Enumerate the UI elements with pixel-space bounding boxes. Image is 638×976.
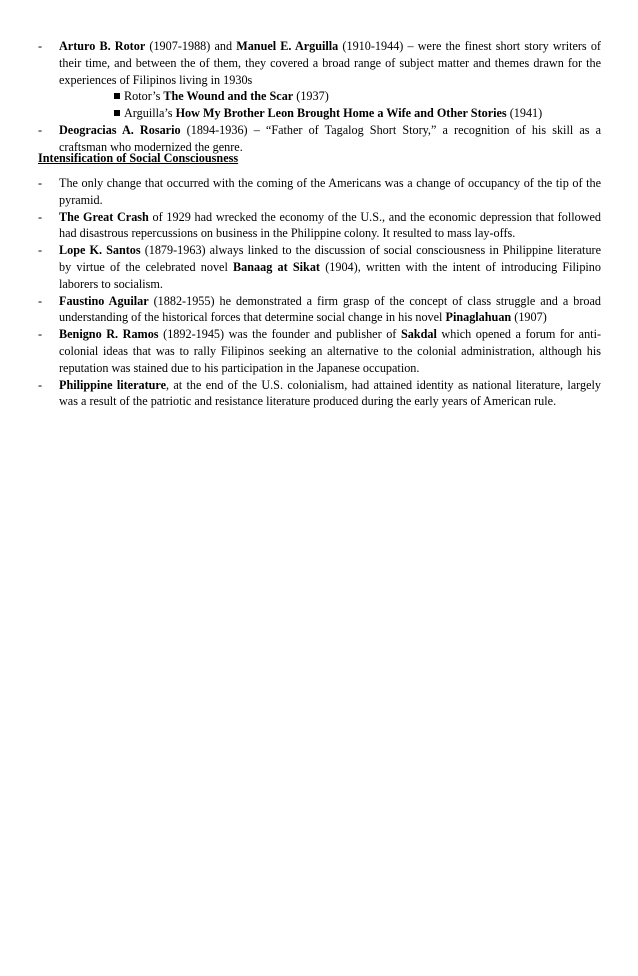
- item-text: (1894-1936) – “Father of Tagalog Short Story,” a recognition of his skill as a craftsman who modernized the genre.: [59, 122, 601, 154]
- list-dash: -: [38, 327, 43, 342]
- name-lope-santos: Lope K. Santos: [59, 243, 141, 258]
- list-item-pyramid: [38, 175, 601, 209]
- list-dash: -: [38, 243, 43, 258]
- item-text: (1892-1945) was the founder and publisher of: [158, 327, 401, 342]
- item-text: which opened a forum for anti-colonial ideas that was to rally Filipinos seeking an alternative to the colonial administration, although his reputation was stained due to his participation in the Japanese occupation.: [59, 327, 602, 375]
- list-dash: -: [38, 176, 43, 190]
- work-title: How My Brother Leon Brought Home a Wife and Other Stories: [175, 106, 507, 121]
- list-dash: -: [38, 39, 43, 53]
- square-bullet-icon: [114, 93, 120, 99]
- sub-item-rotor-work: [38, 88, 601, 105]
- item-text: The only change that occurred with the coming of the Americans was a change of occupancy of the tip of the pyramid.: [59, 176, 601, 207]
- list-item-benigno-ramos: [38, 326, 601, 376]
- item-text: (1879-1963) always linked to the discussion of social consciousness in Philippine literature by virtue of the celebrated novel: [59, 243, 602, 274]
- writers-list: [38, 38, 601, 156]
- name-faustino-aguilar: Faustino Aguilar: [59, 293, 149, 308]
- sub-item-text: Arguilla’s: [124, 106, 176, 121]
- term-great-crash: The Great Crash: [59, 209, 149, 224]
- list-dash: -: [38, 122, 43, 137]
- sub-item-text: (1941): [506, 106, 543, 121]
- list-item-lope-santos: [38, 242, 601, 292]
- item-text: (1910-1944) – were the finest short story writers of their time, and between the of them, they covered a broad range of subject matter and themes drawn for the experiences of Filipinos living in 1930s: [59, 39, 601, 87]
- work-title: The Wound and the Scar: [163, 89, 294, 104]
- list-item-faustino-aguilar: [38, 293, 601, 327]
- sub-item-text: Rotor’s: [124, 89, 164, 104]
- name-manuel-arguilla: Manuel E. Arguilla: [236, 39, 339, 53]
- list-item-rotor-arguilla: [38, 38, 601, 88]
- item-text: (1907-1988) and: [145, 39, 237, 53]
- list-dash: -: [38, 293, 43, 308]
- name-deogracias-rosario: Deogracias A. Rosario: [59, 122, 181, 137]
- list-dash: -: [38, 209, 43, 224]
- work-title: Banaag at Sikat: [233, 259, 320, 274]
- name-benigno-ramos: Benigno R. Ramos: [59, 327, 159, 342]
- item-text: (1907): [511, 310, 547, 325]
- item-text: (1904), written with the intent of introducing Filipino laborers to socialism.: [59, 259, 601, 291]
- sub-item-arguilla-work: [38, 105, 601, 122]
- item-text: (1882-1955) he demonstrated a firm grasp of the concept of class struggle and a broad understanding of the historical forces that determine social change in his novel: [59, 293, 601, 325]
- list-item-philippine-literature: [38, 377, 601, 411]
- name-arturo-rotor: Arturo B. Rotor: [59, 39, 146, 53]
- publication-title: Sakdal: [400, 327, 437, 342]
- list-dash: -: [38, 377, 43, 392]
- social-consciousness-list: [38, 175, 601, 410]
- term-philippine-literature: Philippine literature: [59, 377, 167, 392]
- square-bullet-icon: [114, 110, 120, 116]
- item-text: of 1929 had wrecked the economy of the U.S., and the economic depression that followed had disastrous repercussions on business in the Philippine colony. It resulted to mass lay-offs.: [59, 209, 602, 241]
- work-title: Pinaglahuan: [445, 310, 512, 325]
- item-text: , at the end of the U.S. colonialism, had attained identity as national literature, largely was a result of the patriotic and resistance literature produced during the early years of American rule.: [59, 377, 601, 409]
- section-heading: Intensification of Social Consciousness: [38, 151, 239, 165]
- list-item-great-crash: [38, 209, 601, 243]
- sub-item-text: (1937): [293, 89, 329, 104]
